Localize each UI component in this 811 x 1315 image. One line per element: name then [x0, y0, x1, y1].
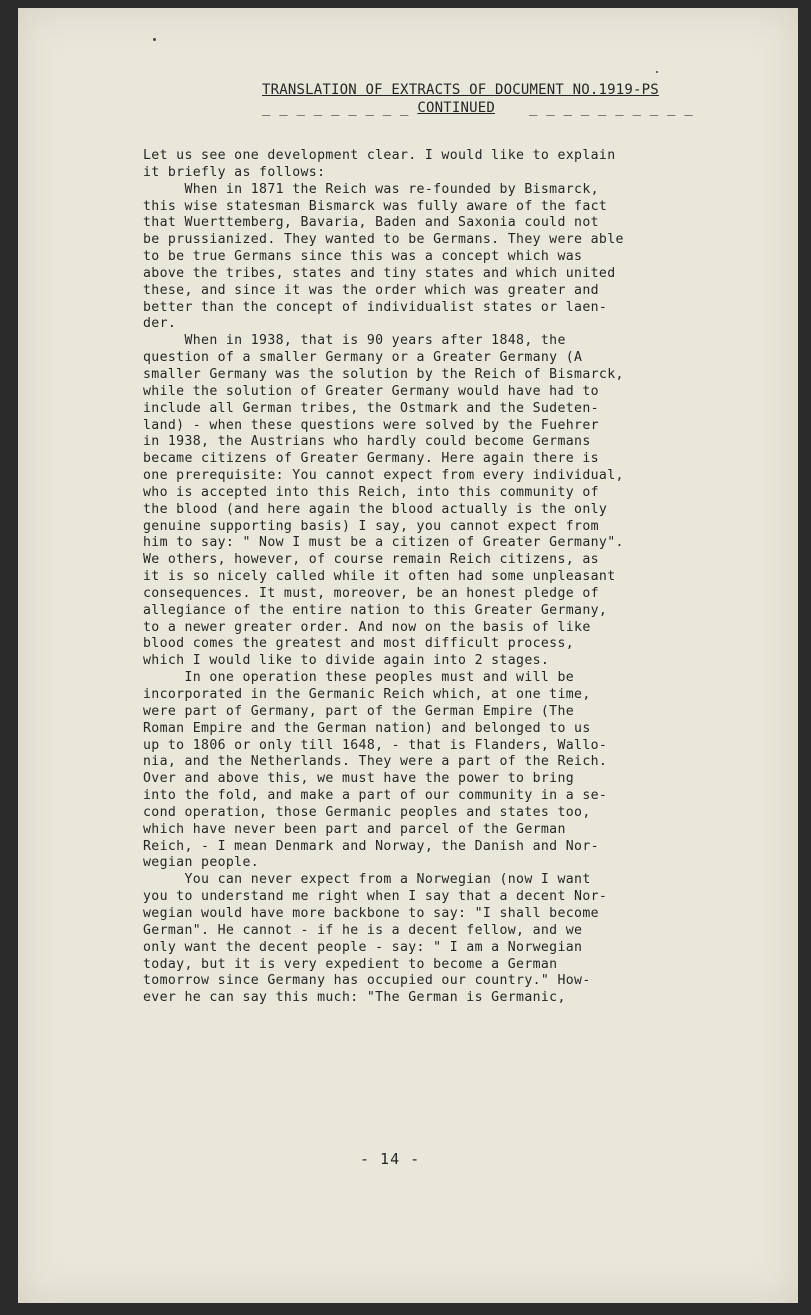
- text-line: tomorrow since Germany has occupied our country." How-: [143, 973, 591, 989]
- text-line: above the tribes, states and tiny states and which united: [143, 265, 616, 281]
- dash-rule-left: _ _ _ _ _ _ _ _ _: [262, 100, 418, 116]
- text-line: up to 1806 or only till 1648, - that is Flanders, Wallo-: [143, 737, 608, 753]
- text-line: When in 1938, that is 90 years after 1848, the: [143, 333, 566, 349]
- text-line: Roman Empire and the German nation) and belonged to us: [143, 720, 591, 736]
- text-line: blood comes the greatest and most difficult process,: [143, 636, 575, 652]
- text-line: which have never been part and parcel of the German: [143, 821, 566, 837]
- text-line: who is accepted into this Reich, into this community of: [143, 484, 599, 500]
- text-line: only want the decent people - say: " I am a Norwegian: [143, 939, 583, 955]
- document-title: TRANSLATION OF EXTRACTS OF DOCUMENT NO.1919-PS: [262, 82, 659, 98]
- text-line: Reich, - I mean Denmark and Norway, the Danish and Nor-: [143, 838, 599, 854]
- text-line: be prussianized. They wanted to be Germans. They were able: [143, 232, 624, 248]
- text-line: to a newer greater order. And now on the basis of like: [143, 619, 591, 635]
- text-line: When in 1871 the Reich was re-founded by Bismarck,: [143, 181, 599, 197]
- text-line: We others, however, of course remain Reich citizens, as: [143, 552, 599, 568]
- text-line: genuine supporting basis) I say, you cannot expect from: [143, 518, 599, 534]
- text-line: Over and above this, we must have the power to bring: [143, 771, 575, 787]
- text-line: which I would like to divide again into 2 stages.: [143, 653, 550, 669]
- continued-label: CONTINUED: [417, 100, 495, 116]
- text-line: You can never expect from a Norwegian (now I want: [143, 872, 591, 888]
- paper-speck: [656, 71, 658, 73]
- paper-speck: [153, 38, 156, 41]
- text-line: incorporated in the Germanic Reich which, at one time,: [143, 687, 591, 702]
- text-line: into the fold, and make a part of our community in a se-: [143, 788, 608, 804]
- text-line: while the solution of Greater Germany would have had to: [143, 383, 599, 399]
- text-line: it is so nicely called while it often had some unpleasant: [143, 569, 616, 585]
- document-header: [262, 82, 742, 117]
- text-line: nia, and the Netherlands. They were a part of the Reich.: [143, 754, 608, 770]
- text-line: better than the concept of individualist states or laen-: [143, 299, 608, 315]
- text-line: der.: [143, 316, 177, 332]
- text-line: became citizens of Greater Germany. Here again there is: [143, 451, 599, 467]
- text-line: to be true Germans since this was a concept which was: [143, 249, 583, 265]
- text-line: him to say: " Now I must be a citizen of Greater Germany".: [143, 535, 624, 551]
- text-line: wegian people.: [143, 855, 260, 871]
- text-line: Let us see one development clear. I would like to explain: [143, 148, 616, 163]
- text-line: German". He cannot - if he is a decent fellow, and we: [143, 922, 583, 938]
- text-line: consequences. It must, moreover, be an honest pledge of: [143, 585, 599, 601]
- text-line: cond operation, those Germanic peoples and states too,: [143, 804, 591, 820]
- text-line: today, but it is very expedient to become a German: [143, 956, 558, 972]
- text-line: wegian would have more backbone to say: "I shall become: [143, 905, 599, 921]
- text-line: these, and since it was the order which was greater and: [143, 282, 599, 298]
- body-text: [143, 148, 723, 1007]
- text-line: one prerequisite: You cannot expect from every individual,: [143, 468, 624, 484]
- text-line: that Wuerttemberg, Bavaria, Baden and Saxonia could not: [143, 215, 599, 231]
- text-line: land) - when these questions were solved by the Fuehrer: [143, 417, 599, 433]
- text-line: this wise statesman Bismarck was fully aware of the fact: [143, 198, 608, 214]
- text-line: it briefly as follows:: [143, 164, 326, 180]
- text-line: ever he can say this much: "The German is Germanic,: [143, 990, 566, 1006]
- text-line: smaller Germany was the solution by the Reich of Bismarck,: [143, 366, 624, 382]
- text-line: allegiance of the entire nation to this Greater Germany,: [143, 602, 608, 618]
- text-line: question of a smaller Germany or a Greater Germany (A: [143, 350, 583, 366]
- continued-line: [262, 100, 742, 117]
- text-line: in 1938, the Austrians who hardly could become Germans: [143, 434, 591, 450]
- text-line: In one operation these peoples must and will be: [143, 670, 575, 686]
- text-line: were part of Germany, part of the German Empire (The: [143, 703, 575, 719]
- page-number: - 14 -: [360, 1150, 421, 1168]
- text-line: the blood (and here again the blood actually is the only: [143, 501, 608, 517]
- dash-rule-right: _ _ _ _ _ _ _ _ _ _: [529, 100, 693, 116]
- text-line: include all German tribes, the Ostmark and the Sudeten-: [143, 400, 599, 416]
- text-line: you to understand me right when I say that a decent Nor-: [143, 889, 608, 905]
